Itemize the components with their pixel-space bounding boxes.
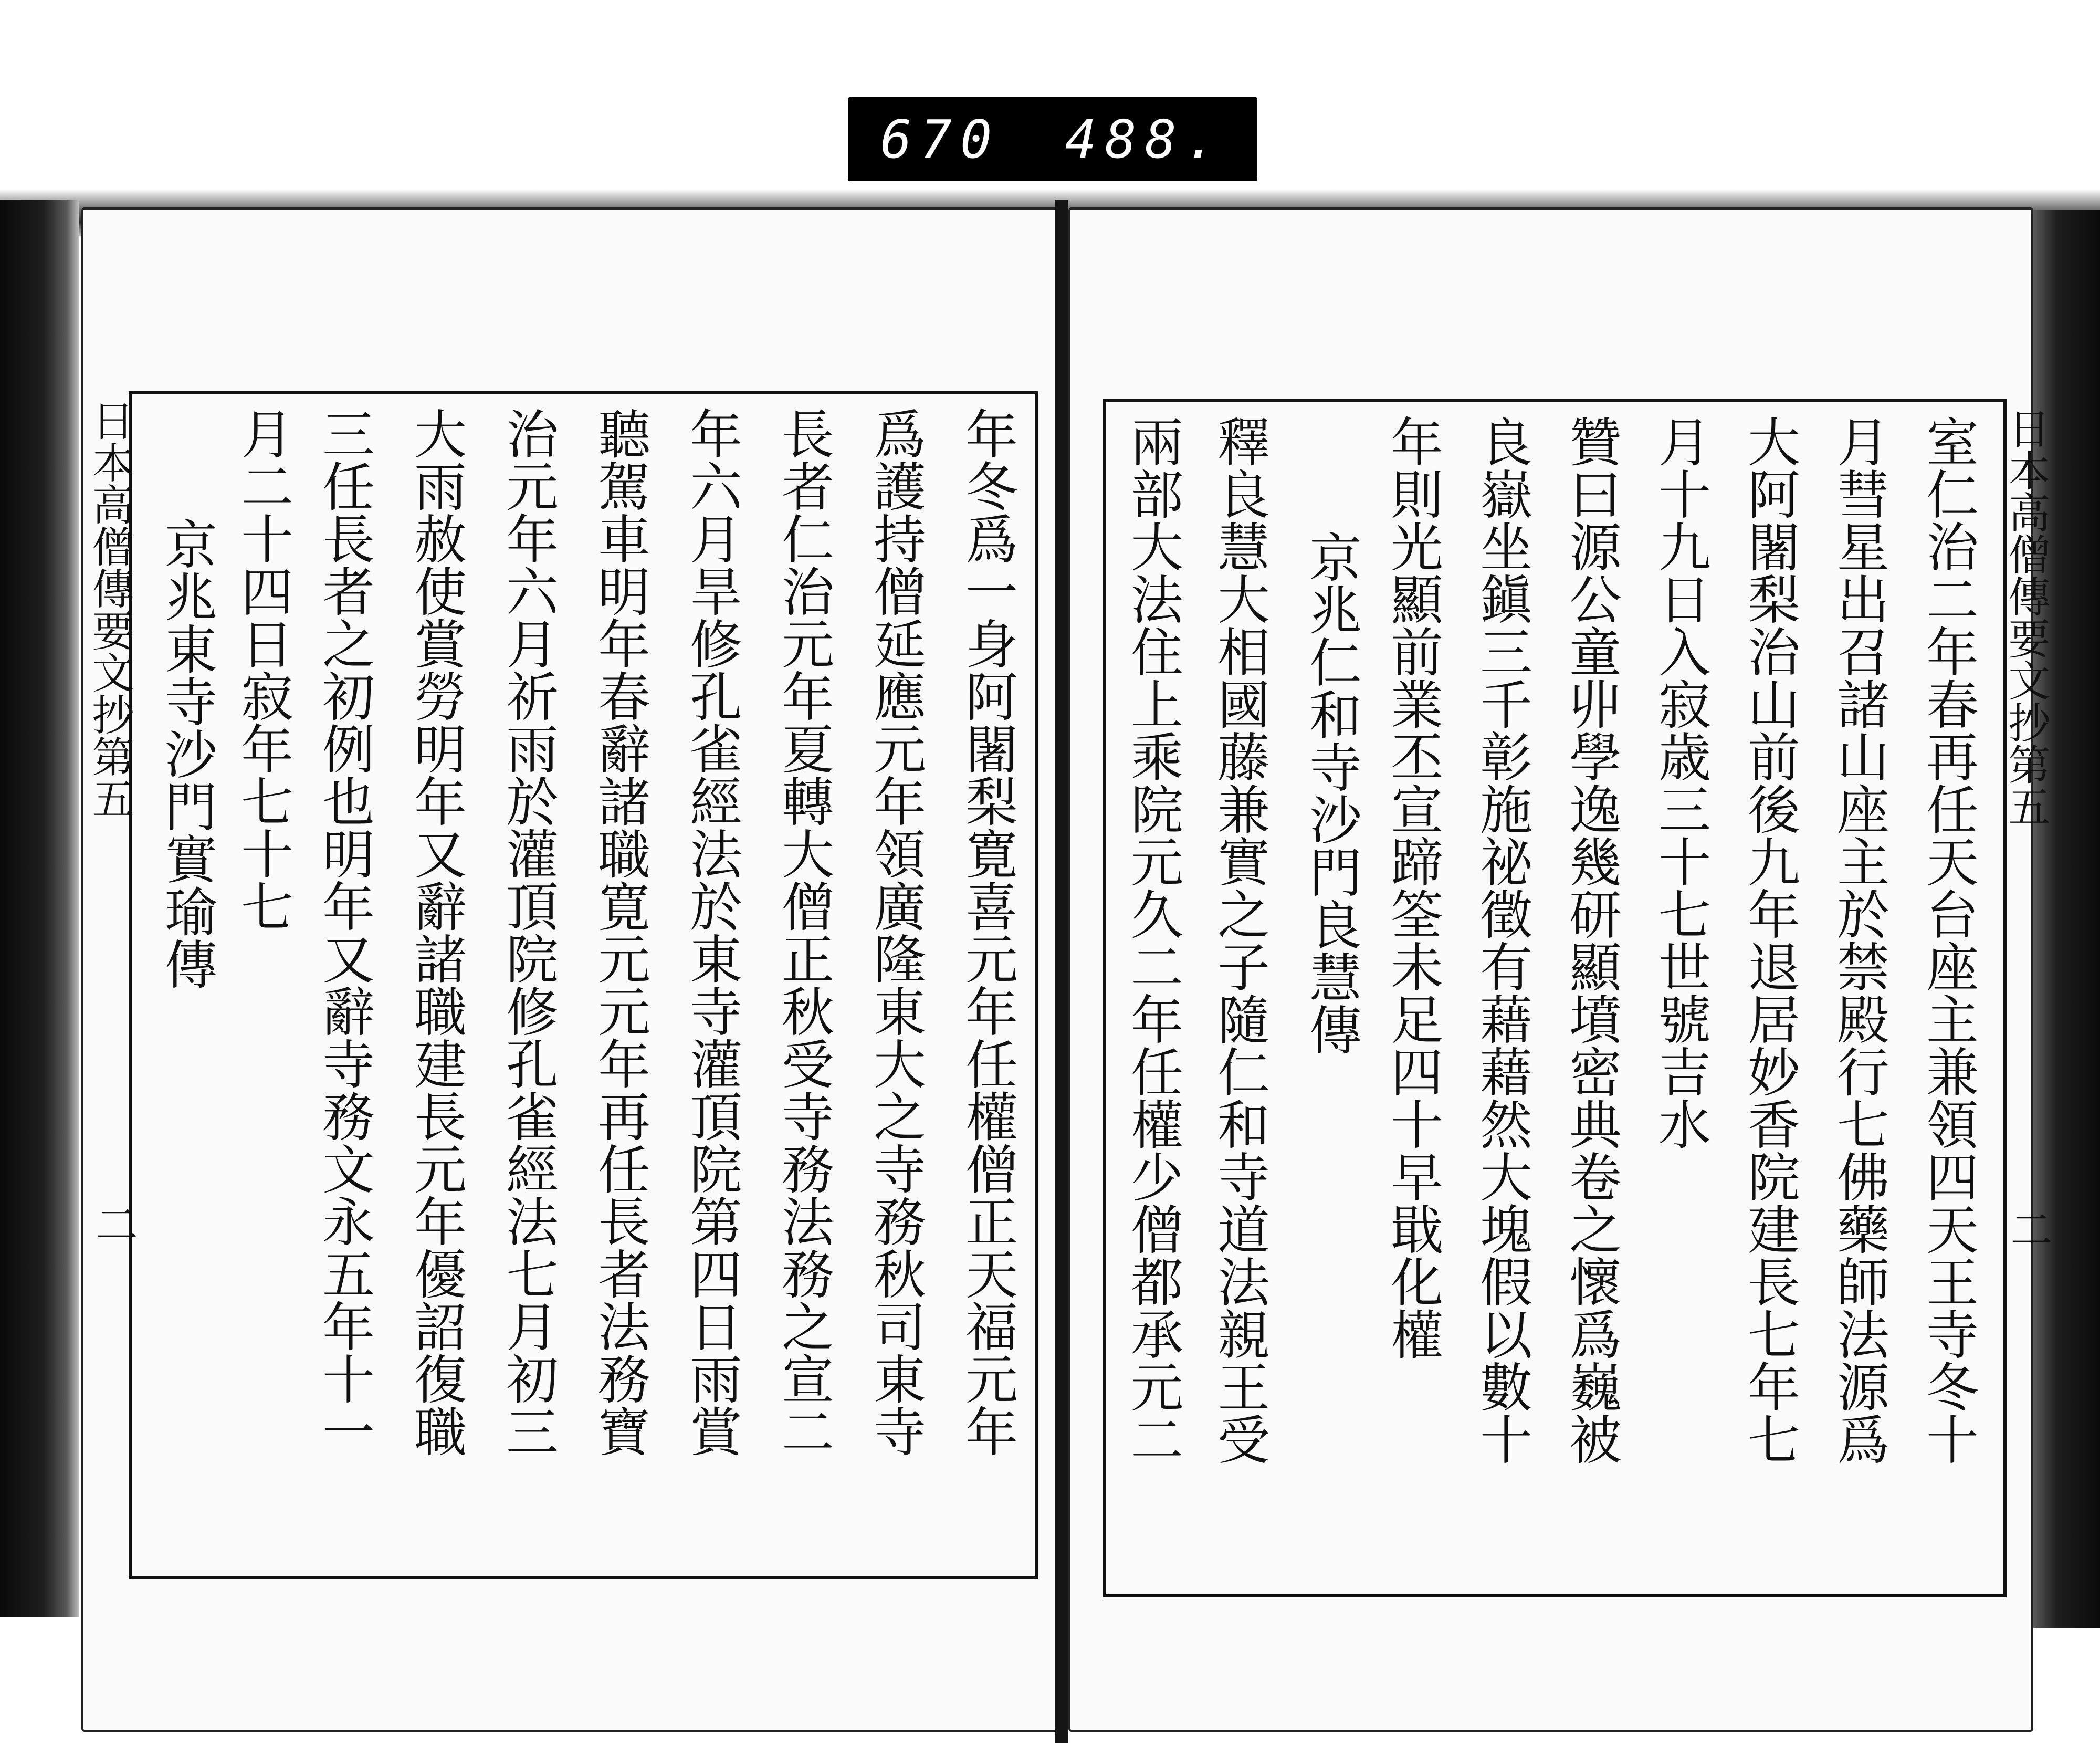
right-column-8: 釋良慧大相國藤兼實之子隨仁和寺道法親王受 <box>1209 415 1270 1465</box>
right-column-6: 良嶽坐鎭三千彰施祕徵有藉藉然大塊假以數十 <box>1471 415 1532 1465</box>
right-column-4: 月十九日入寂歳三十七世號吉水 <box>1650 415 1711 1150</box>
right-column-5: 贊曰源公童丱學逸幾研顯墳密典卷之懷爲巍被 <box>1560 415 1622 1465</box>
left-margin-title: 日本高僧傳要文抄第五 <box>85 399 134 819</box>
right-margin-title: 日本高僧傳要文抄第五 <box>2001 407 2050 827</box>
catalog-number-label <box>848 97 1257 181</box>
right-column-3: 大阿闍梨治山前後九年退居妙香院建長七年七 <box>1739 415 1800 1465</box>
left-column-3: 長者仁治元年夏轉大僧正秋受寺務法務之宣二 <box>773 407 834 1457</box>
left-column-6: 治元年六月祈雨於灌頂院修孔雀經法七月初三 <box>497 407 559 1457</box>
left-column-5: 聽駕車明年春辭諸職寛元元年再任長者法務寶 <box>589 407 650 1457</box>
left-column-2: 爲護持僧延應元年領廣隆東大之寺務秋司東寺 <box>865 407 926 1457</box>
left-column-9: 月二十四日寂年七十七 <box>232 407 293 932</box>
right-column-2: 月彗星出召諸山座主於禁殿行七佛藥師法源爲 <box>1828 415 1889 1465</box>
catalog-number-right: 488. <box>1065 108 1225 170</box>
right-folio: 二 <box>2003 1208 2052 1250</box>
right-column-9: 兩部大法住上乘院元久二年任權少僧都承元二 <box>1122 415 1183 1465</box>
left-column-7: 大雨赦使賞勞明年又辭諸職建長元年優詔復職 <box>405 407 467 1457</box>
left-column-4: 年六月旱修孔雀經法於東寺灌頂院第四日雨賞 <box>681 407 742 1457</box>
right-column-7: 年則光顯前業丕宣蹄筌未足四十早戢化權 <box>1382 415 1443 1360</box>
book-edge-left <box>0 200 79 1617</box>
catalog-number-left: 670 <box>880 108 1001 170</box>
right-biography-heading: 京兆仁和寺沙門良慧傳 <box>1300 530 1362 1055</box>
book-spine <box>1055 200 1068 1743</box>
left-column-1: 年冬爲一身阿闍梨寛喜元年任權僧正天福元年 <box>957 407 1018 1457</box>
left-folio: 二 <box>89 1203 138 1245</box>
left-biography-heading: 京兆東寺沙門實瑜傳 <box>156 517 217 990</box>
left-column-8: 三任長者之初例也明年又辭寺務文永五年十一 <box>313 407 375 1457</box>
right-column-1: 室仁治二年春再任天台座主兼領四天王寺冬十 <box>1917 415 1979 1465</box>
